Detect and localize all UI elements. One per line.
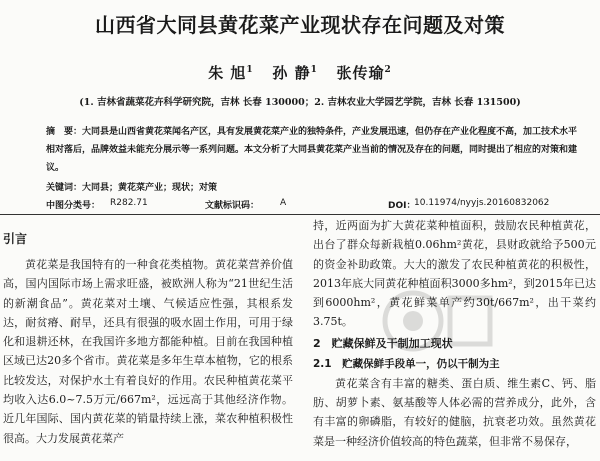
- author-name: 张传瑜: [336, 64, 385, 82]
- doc-code-label: 文献标识码：: [205, 201, 260, 211]
- author-list: [0, 62, 600, 83]
- author-affiliation-mark: 2: [384, 65, 392, 75]
- author-name: 孙 静: [272, 64, 311, 82]
- section-heading-intro: 引言: [3, 232, 28, 246]
- keywords: [46, 180, 586, 193]
- keywords-text: 大同县；黄花菜产业；现状；对策: [82, 183, 218, 193]
- body-paragraph: 黄花菜含有丰富的糖类、蛋白质、维生素C、钙、脂肪、胡萝卜素、氨基酸等人体必需的营养成分，此外，含有丰富的卵磷脂，有较好的健脑，抗衰老功效。虽然黄花菜是一种经济价值较高的特色蔬菜，但非常不易保存，: [313, 376, 596, 448]
- doi-label: DOI：: [388, 201, 416, 211]
- author-affiliation-mark: 1: [310, 65, 318, 75]
- left-column: [3, 230, 293, 448]
- author-name: 朱 旭: [208, 64, 247, 82]
- section-heading-2: 2 贮藏保鲜及干制加工现状: [313, 336, 453, 350]
- doc-code-value: A: [280, 198, 287, 208]
- clc-value: R282.71: [110, 198, 148, 208]
- abstract-label: 摘 要：: [46, 127, 83, 137]
- keywords-label: 关键词：: [46, 183, 83, 193]
- doi-value: 10.11974/nyyjs.20160832062: [414, 198, 550, 208]
- body-paragraph: 持，近两面为扩大黄花菜种植面积，鼓励农民种植黄花，出台了群众每新栽植0.06hm²黄花，县财政就给予500元的资金补助政策。大大的激发了农民种植黄花的积极性，2013年底大同黄花种植面积3000多hm²，到2015年已达到6000hm²，黄花鲜菜单产约30t/667m²，出干菜约3.75t。: [313, 219, 596, 329]
- right-column: [313, 216, 596, 451]
- abstract-text: 大同县是山西省黄花菜闻名产区，具有发展黄花菜产业的独特条件，产业发展迅速，但仍存在产业化程度不高，加工技术水平相对落后，品牌效益未能充分展示等一系列问题。本文分析了大同县黄花菜产业当前的情况及存在的问题，同时提出了相应的对策和建议。: [46, 127, 578, 173]
- intro-paragraph: 黄花菜是我国特有的一种食花类植物。黄花菜营养价值高，国内国际市场上需求旺盛，被欧洲人称为“21世纪生活的新潮食品”。黄花菜对土壤、气候适应性强，其根系发达，耐贫瘠、耐旱，还具有很强的吸水固土作用，可用于绿化和退耕还林，在我国许多地方都能种植。目前在我国种植区域已达20多个省市。黄花菜是多年生草本植物，它的根系比较发达，对保护水土有着良好的作用。农民种植黄花菜平均收入达6.0~7.5万元/667m²，远远高于其他经济作物。近几年国际、国内黄花菜的销量持续上涨，菜农种植积极性很高。大力发展黄花菜产: [3, 258, 293, 445]
- author-affiliation-mark: 1: [246, 65, 254, 75]
- clc-label: 中图分类号：: [46, 201, 101, 211]
- subsection-heading-2-1: 2.1 贮藏保鲜手段单一，仍以干制为主: [313, 357, 500, 370]
- article-meta: [46, 198, 586, 210]
- paper-title: 山西省大同县黄花菜产业现状存在问题及对策: [95, 13, 505, 37]
- header-divider: [0, 214, 600, 215]
- abstract: [46, 123, 586, 177]
- affiliation: (1. 吉林省蔬菜花卉科学研究院，吉林 长春 130000；2. 吉林农业大学园艺学院，吉林 长春 131500): [79, 97, 521, 108]
